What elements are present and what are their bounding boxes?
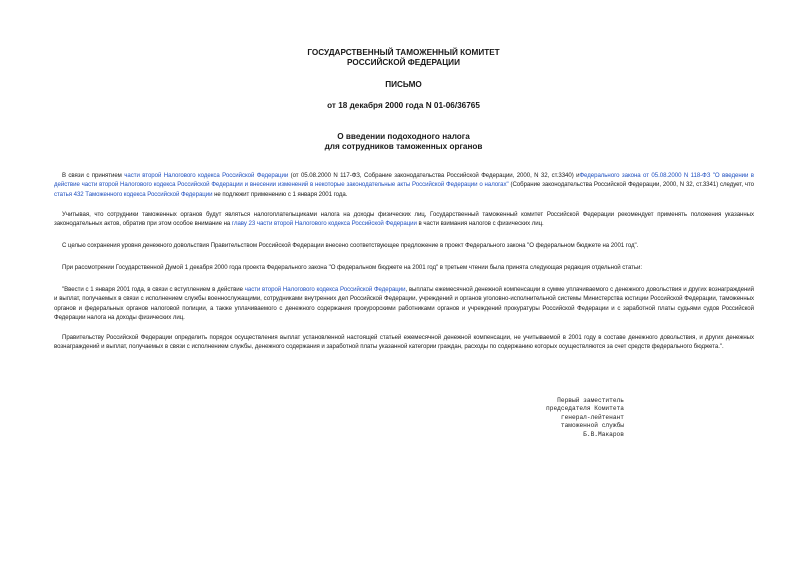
link-tax-code-part2[interactable]: части второй Налогового кодекса Российской Федерации — [124, 172, 289, 179]
paragraph-6: Правительству Российской Федерации определить порядок осуществления выплат установленной настоящей статьей ежемесячной денежной компенсации, не учитываемой в 2001 году в составе денежного довольствия, и других денежных вознаграждений и выплат, получаемых в связи с исполнением службы, денежного содержания и заработной платы указанной категории граждан, расходы по содержанию которых осуществляются за счет средств федерального бюджета.". — [54, 334, 754, 351]
signature-line: таможенной службы — [560, 422, 624, 430]
link-tax-code-chapter23[interactable]: главу 23 части второй Налогового кодекса Российской Федерации — [231, 220, 417, 228]
paragraph-5: "Ввести с 1 января 2001 года, в связи с вступлением в действие части второй Налогового кодекса Российской Федерации, выплаты ежемесячной денежной компенсации в сумме уплачиваемого с денежного довольствия и других вознаграждений и выплат, получаемых в связи с исполнением службы военнослужащими, сотрудниками внутренних дел Российской Федерации, учреждений и органов уголовно-исполнительной системы Министерства юстиции Российской Федерации, таможенных органов и федеральных органов налоговой полиции, а также уплачиваемого с денежного содержания прокурорскими работниками органов и учреждений прокуратуры Российской Федерации и с заработной платы судьями судов Российской Федерации налога на доходы физических лиц. — [54, 286, 754, 322]
subject-line-2: для сотрудников таможенных органов — [324, 142, 483, 151]
signature-block — [490, 397, 624, 439]
link-customs-code-art432[interactable]: статья 432 Таможенного кодекса Российской Федерации — [54, 190, 213, 198]
issuer-line-2: РОССИЙСКОЙ ФЕДЕРАЦИИ — [347, 58, 460, 67]
document-date-number: от 18 декабря 2000 года N 01-06/36765 — [327, 101, 480, 110]
paragraph-2: Учитывая, что сотрудники таможенных органов будут являться налогоплательщиками налога на доходы физических лиц, Государственный таможенный комитет Российской Федерации рекомендует применять положения указанных законодательных актов, обратив при этом особое внимание на главу 23 части второй Налогового кодекса Российской Федерации в части взимания налогов с физических лиц. — [54, 211, 754, 228]
signature-name: Б.В.Макаров — [583, 430, 624, 438]
signature-line: председателя Комитета — [546, 405, 624, 413]
issuer-line-1: ГОСУДАРСТВЕННЫЙ ТАМОЖЕННЫЙ КОМИТЕТ — [307, 48, 500, 57]
subject-line-1: О введении подоходного налога — [337, 132, 470, 141]
signature-line: генерал-лейтенант — [560, 413, 624, 421]
link-federal-law-118[interactable]: Федерального закона от 05.08.2000 N 118-ФЗ "О введении в действие части второй Налогового кодекса Российской Федерации и внесении изменений в некоторые законодательные акты Российской Федерации о налогах" — [54, 172, 754, 189]
paragraph-1: В связи с принятием части второй Налогового кодекса Российской Федерации (от 05.08.2000 N 117-ФЗ, Собрание законодательства Российской Федерации, 2000, N 32, ст.3340) иФедерального закона от 05.08.2000 N 118-ФЗ "О введении в действие части второй Налогового кодекса Российской Федерации и внесении изменений в некоторые законодательные акты Российской Федерации о налогах" (Собрание законодательства Российской Федерации, 2000, N 32, ст.3341) следует, что статья 432 Таможенного кодекса Российской Федерации не подлежит применению с 1 января 2001 года. — [54, 172, 755, 198]
document-type: ПИСЬМО — [385, 80, 422, 89]
paragraph-3: С целью сохранения уровня денежного довольствия Правительством Российской Федерации внесено соответствующее предложение в проект Федерального закона "О федеральном бюджете на 2001 год". — [62, 242, 639, 249]
link-tax-code-part2-quote[interactable]: части второй Налогового кодекса Российской Федерации — [244, 286, 406, 293]
signature-line: Первый заместитель — [557, 397, 624, 404]
paragraph-4: При рассмотрении Государственной Думой 1 декабря 2000 года проекта Федерального закона "О федеральном бюджете на 2001 год" в третьем чтении была принята следующая редакция отдельной статьи: — [62, 264, 643, 271]
